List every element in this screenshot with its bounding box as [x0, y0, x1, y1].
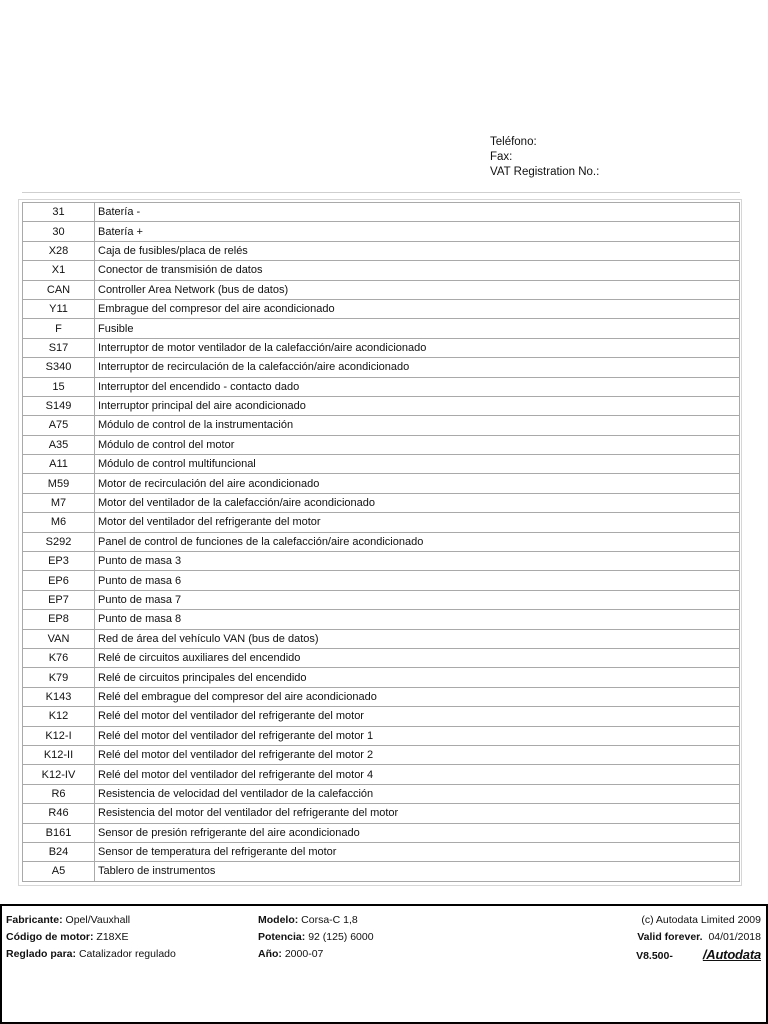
component-code: S292: [23, 532, 95, 551]
component-description: Punto de masa 8: [95, 610, 740, 629]
model-line: Modelo: Corsa-C 1,8: [258, 914, 358, 926]
component-code: A35: [23, 435, 95, 454]
tuned-for-line: Reglado para: Catalizador regulado: [6, 948, 176, 960]
component-code: B161: [23, 823, 95, 842]
legend-row: [23, 823, 740, 842]
fax-label: Fax:: [490, 151, 513, 163]
legend-row: [23, 513, 740, 532]
component-code: F: [23, 319, 95, 338]
component-code: R46: [23, 804, 95, 823]
legend-row: [23, 474, 740, 493]
engine-code-line: Código de motor: Z18XE: [6, 931, 129, 943]
legend-row: [23, 377, 740, 396]
component-code: VAN: [23, 629, 95, 648]
component-description: Batería -: [95, 203, 740, 222]
component-code: X1: [23, 261, 95, 280]
component-code: S17: [23, 338, 95, 357]
component-description: Tablero de instrumentos: [95, 862, 740, 881]
component-code: M59: [23, 474, 95, 493]
year-value: 2000-07: [284, 948, 324, 960]
legend-row: [23, 726, 740, 745]
manufacturer-value: Opel/Vauxhall: [65, 914, 131, 926]
component-description: Fusible: [95, 319, 740, 338]
legend-row: [23, 668, 740, 687]
header-divider: [22, 192, 740, 193]
legend-row: [23, 862, 740, 881]
legend-row: [23, 571, 740, 590]
legend-row: [23, 804, 740, 823]
component-description: Interruptor de recirculación de la calefacción/aire acondicionado: [95, 358, 740, 377]
legend-row: [23, 416, 740, 435]
component-description: Punto de masa 3: [95, 552, 740, 571]
component-code: EP7: [23, 590, 95, 609]
validity-line: Valid forever. 04/01/2018: [637, 931, 761, 943]
legend-row: [23, 203, 740, 222]
component-code: K12-I: [23, 726, 95, 745]
component-description: Embrague del compresor del aire acondicionado: [95, 299, 740, 318]
component-code: EP3: [23, 552, 95, 571]
legend-row: [23, 338, 740, 357]
legend-row: [23, 396, 740, 415]
component-description: Relé del motor del ventilador del refrigerante del motor 4: [95, 765, 740, 784]
component-description: Resistencia del motor del ventilador del refrigerante del motor: [95, 804, 740, 823]
date-value: 04/01/2018: [708, 931, 761, 943]
component-description: Interruptor de motor ventilador de la calefacción/aire acondicionado: [95, 338, 740, 357]
component-description: Conector de transmisión de datos: [95, 261, 740, 280]
component-code: 15: [23, 377, 95, 396]
legend-row: [23, 261, 740, 280]
component-code: EP8: [23, 610, 95, 629]
component-description: Módulo de control de la instrumentación: [95, 416, 740, 435]
legend-row: [23, 629, 740, 648]
legend-row: [23, 493, 740, 512]
component-code: K79: [23, 668, 95, 687]
legend-row: [23, 765, 740, 784]
legend-row: [23, 222, 740, 241]
component-code: EP6: [23, 571, 95, 590]
component-code: M7: [23, 493, 95, 512]
legend-row: [23, 784, 740, 803]
legend-row: [23, 241, 740, 260]
component-code: M6: [23, 513, 95, 532]
phone-label: Teléfono:: [490, 136, 537, 148]
footer-col-model: [258, 912, 374, 963]
legend-row: [23, 842, 740, 861]
component-description: Sensor de temperatura del refrigerante del motor: [95, 842, 740, 861]
component-code: X28: [23, 241, 95, 260]
component-description: Panel de control de funciones de la calefacción/aire acondicionado: [95, 532, 740, 551]
legend-row: [23, 610, 740, 629]
component-code: 31: [23, 203, 95, 222]
component-code: A5: [23, 862, 95, 881]
component-description: Relé de circuitos principales del encendido: [95, 668, 740, 687]
component-code: K12-IV: [23, 765, 95, 784]
component-description: Sensor de presión refrigerante del aire acondicionado: [95, 823, 740, 842]
legend-row: [23, 648, 740, 667]
component-code: S149: [23, 396, 95, 415]
engine-code-value: Z18XE: [96, 931, 129, 943]
component-code: K143: [23, 687, 95, 706]
vehicle-info-footer: [0, 904, 768, 1024]
legend-row: [23, 552, 740, 571]
component-description: Relé del motor del ventilador del refrigerante del motor 1: [95, 726, 740, 745]
component-description: Controller Area Network (bus de datos): [95, 280, 740, 299]
component-description: Resistencia de velocidad del ventilador de la calefacción: [95, 784, 740, 803]
component-code: K12-II: [23, 745, 95, 764]
component-description: Relé del motor del ventilador del refrigerante del motor: [95, 707, 740, 726]
legend-row: [23, 358, 740, 377]
contact-block: [490, 135, 599, 180]
component-code: R6: [23, 784, 95, 803]
year-line: Año: 2000-07: [258, 948, 324, 960]
component-description: Interruptor principal del aire acondicionado: [95, 396, 740, 415]
legend-body: [23, 203, 740, 882]
component-description: Módulo de control del motor: [95, 435, 740, 454]
component-code: S340: [23, 358, 95, 377]
component-description: Relé del motor del ventilador del refrigerante del motor 2: [95, 745, 740, 764]
legend-row: [23, 590, 740, 609]
tuned-for-value: Catalizador regulado: [78, 948, 176, 960]
component-description: Motor de recirculación del aire acondicionado: [95, 474, 740, 493]
component-description: Punto de masa 7: [95, 590, 740, 609]
component-code: K12: [23, 707, 95, 726]
legend-row: [23, 745, 740, 764]
vat-label: VAT Registration No.:: [490, 166, 600, 178]
component-description: Relé de circuitos auxiliares del encendido: [95, 648, 740, 667]
legend-row: [23, 455, 740, 474]
component-description: Punto de masa 6: [95, 571, 740, 590]
legend-row: [23, 319, 740, 338]
component-code: A75: [23, 416, 95, 435]
footer-col-vehicle: [6, 912, 176, 963]
component-description: Interruptor del encendido - contacto dado: [95, 377, 740, 396]
legend-row: [23, 280, 740, 299]
component-description: Motor del ventilador del refrigerante del motor: [95, 513, 740, 532]
legend-row: [23, 435, 740, 454]
manufacturer-line: Fabricante: Opel/Vauxhall: [6, 914, 131, 926]
autodata-logo: /Autodata: [702, 947, 761, 962]
version: V8.500-: [636, 950, 673, 962]
component-code: K76: [23, 648, 95, 667]
footer-col-meta: [636, 912, 761, 965]
legend-row: [23, 532, 740, 551]
component-description: Batería +: [95, 222, 740, 241]
component-code: B24: [23, 842, 95, 861]
component-code: 30: [23, 222, 95, 241]
component-description: Motor del ventilador de la calefacción/aire acondicionado: [95, 493, 740, 512]
legend-row: [23, 707, 740, 726]
version-line: [636, 946, 761, 965]
component-code: CAN: [23, 280, 95, 299]
component-description: Red de área del vehículo VAN (bus de datos): [95, 629, 740, 648]
component-description: Relé del embrague del compresor del aire acondicionado: [95, 687, 740, 706]
legend-row: [23, 687, 740, 706]
component-description: Módulo de control multifuncional: [95, 455, 740, 474]
legend-row: [23, 299, 740, 318]
power-value: 92 (125) 6000: [308, 931, 374, 943]
component-legend-table: [22, 202, 740, 882]
power-line: Potencia: 92 (125) 6000: [258, 931, 374, 943]
component-code: Y11: [23, 299, 95, 318]
model-value: Corsa-C 1,8: [301, 914, 358, 926]
copyright: (c) Autodata Limited 2009: [641, 914, 761, 926]
component-code: A11: [23, 455, 95, 474]
component-description: Caja de fusibles/placa de relés: [95, 241, 740, 260]
